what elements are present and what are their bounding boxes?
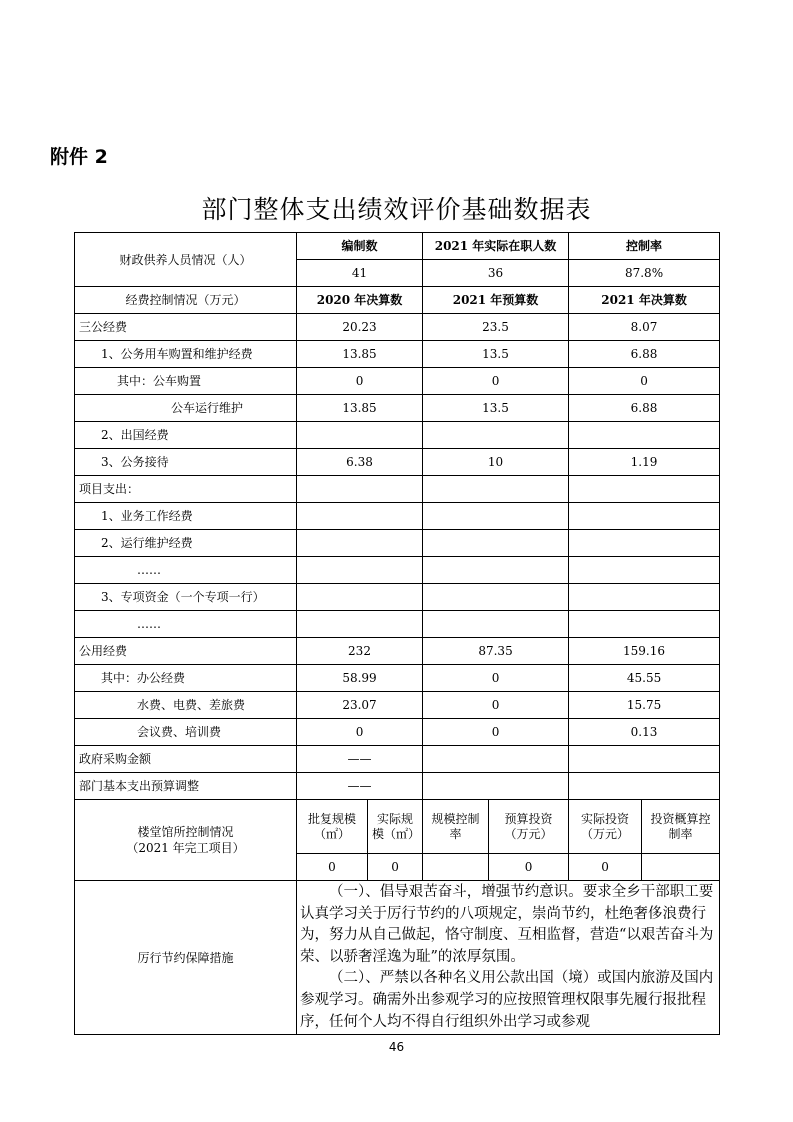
table-row	[75, 314, 720, 341]
row-label: 1、公务用车购置和维护经费	[75, 341, 297, 368]
row-value	[569, 422, 720, 449]
row-value	[423, 557, 569, 584]
table-row	[75, 503, 720, 530]
building-label-line1: 楼堂馆所控制情况	[137, 825, 234, 839]
row-value	[423, 746, 569, 773]
table-row	[75, 692, 720, 719]
table-row	[75, 746, 720, 773]
row-label: ……	[75, 611, 297, 638]
table-row	[75, 422, 720, 449]
row-label: 政府采购金额	[75, 746, 297, 773]
row-value	[297, 503, 423, 530]
table-row	[75, 476, 720, 503]
row-value: ——	[297, 773, 423, 800]
row-label: 其中：办公经费	[75, 665, 297, 692]
table-row	[75, 557, 720, 584]
row-value	[297, 557, 423, 584]
building-header-actual-scale: 实际规模（㎡）	[368, 800, 423, 854]
row-value	[423, 422, 569, 449]
staffing-value-authorized: 41	[297, 260, 423, 287]
row-value: 1.19	[569, 449, 720, 476]
staffing-header-rate: 控制率	[569, 233, 720, 260]
row-value	[297, 530, 423, 557]
row-value	[569, 557, 720, 584]
measures-label: 厉行节约保障措施	[75, 881, 297, 1035]
attachment-label: 附件 2	[50, 146, 108, 168]
row-label: 公用经费	[75, 638, 297, 665]
row-value: 13.5	[423, 395, 569, 422]
building-value-actual-investment: 0	[569, 854, 642, 881]
building-label-line2: （2021 年完工项目）	[126, 841, 245, 855]
table-row	[75, 719, 720, 746]
building-value-approved-scale: 0	[297, 854, 368, 881]
row-value: 23.5	[423, 314, 569, 341]
row-value: 0	[297, 719, 423, 746]
measures-content	[297, 881, 720, 1035]
row-value: 0	[297, 368, 423, 395]
table-row	[75, 341, 720, 368]
row-value: 23.07	[297, 692, 423, 719]
row-value	[423, 476, 569, 503]
table-row	[75, 584, 720, 611]
table-row	[75, 773, 720, 800]
row-label: 其中：公车购置	[75, 368, 297, 395]
page-number: 46	[388, 1040, 405, 1054]
building-label	[75, 800, 297, 881]
row-value: 232	[297, 638, 423, 665]
building-header-scale-rate: 规模控制率	[423, 800, 489, 854]
row-value: 8.07	[569, 314, 720, 341]
row-value	[423, 530, 569, 557]
row-value	[423, 584, 569, 611]
building-header-investment-rate: 投资概算控制率	[642, 800, 720, 854]
building-header-actual-investment: 实际投资（万元）	[569, 800, 642, 854]
page-title: 部门整体支出绩效评价基础数据表	[201, 195, 592, 224]
table-row	[75, 638, 720, 665]
row-label: 2、出国经费	[75, 422, 297, 449]
building-value-budget-investment: 0	[489, 854, 569, 881]
row-value: 0	[569, 368, 720, 395]
row-label: 三公经费	[75, 314, 297, 341]
funds-col-2021-final: 2021 年决算数	[569, 287, 720, 314]
row-value	[297, 476, 423, 503]
measures-paragraph-1: （一）、倡导艰苦奋斗，增强节约意识。要求全乡干部职工要认真学习关于厉行节约的八项规定，崇尚节约，杜绝奢侈浪费行为，努力从自己做起，恪守制度、互相监督，营造“以艰苦奋斗为荣、以骄奢淫逸为耻”的浓厚氛围。	[300, 884, 714, 965]
row-value	[297, 584, 423, 611]
funds-col-2020-final: 2020 年决算数	[297, 287, 423, 314]
row-value: 0	[423, 719, 569, 746]
row-value	[569, 530, 720, 557]
row-value: 58.99	[297, 665, 423, 692]
row-label: 3、公务接待	[75, 449, 297, 476]
row-label: ……	[75, 557, 297, 584]
row-value	[423, 773, 569, 800]
row-value: 0	[423, 665, 569, 692]
building-value-investment-rate	[642, 854, 720, 881]
row-label: 公车运行维护	[75, 395, 297, 422]
row-value: 0.13	[569, 719, 720, 746]
building-value-actual-scale: 0	[368, 854, 423, 881]
row-label: 1、业务工作经费	[75, 503, 297, 530]
staffing-label: 财政供养人员情况（人）	[75, 233, 297, 287]
measures-row	[75, 881, 720, 1035]
row-value	[423, 611, 569, 638]
staffing-value-actual: 36	[423, 260, 569, 287]
data-table	[74, 232, 720, 1035]
row-value: 13.5	[423, 341, 569, 368]
row-value: 6.38	[297, 449, 423, 476]
row-label: 3、专项资金（一个专项一行）	[75, 584, 297, 611]
row-value	[569, 584, 720, 611]
row-value	[423, 503, 569, 530]
table-row	[75, 368, 720, 395]
row-value: 6.88	[569, 395, 720, 422]
row-value	[569, 611, 720, 638]
table-row	[75, 665, 720, 692]
funds-header-row	[75, 287, 720, 314]
row-value: 13.85	[297, 341, 423, 368]
row-label: 部门基本支出预算调整	[75, 773, 297, 800]
building-header-approved-scale: 批复规模（㎡）	[297, 800, 368, 854]
staffing-header-authorized: 编制数	[297, 233, 423, 260]
table-row	[75, 611, 720, 638]
row-value: 20.23	[297, 314, 423, 341]
row-label: 2、运行维护经费	[75, 530, 297, 557]
row-value	[569, 773, 720, 800]
row-value: 159.16	[569, 638, 720, 665]
row-label: 会议费、培训费	[75, 719, 297, 746]
row-value: 10	[423, 449, 569, 476]
row-value: 0	[423, 692, 569, 719]
staffing-header-actual: 2021 年实际在职人数	[423, 233, 569, 260]
table-row	[75, 449, 720, 476]
row-value	[297, 422, 423, 449]
row-label: 项目支出：	[75, 476, 297, 503]
table-row	[75, 395, 720, 422]
staffing-header-row	[75, 233, 720, 260]
row-value: 0	[423, 368, 569, 395]
row-value	[569, 476, 720, 503]
row-value: 15.75	[569, 692, 720, 719]
funds-label: 经费控制情况（万元）	[75, 287, 297, 314]
row-value: 87.35	[423, 638, 569, 665]
building-value-scale-rate	[423, 854, 489, 881]
row-value	[297, 611, 423, 638]
row-value: ——	[297, 746, 423, 773]
row-value: 6.88	[569, 341, 720, 368]
row-label: 水费、电费、差旅费	[75, 692, 297, 719]
table-row	[75, 530, 720, 557]
staffing-value-rate: 87.8%	[569, 260, 720, 287]
row-value: 13.85	[297, 395, 423, 422]
row-value	[569, 503, 720, 530]
row-value	[569, 746, 720, 773]
funds-col-2021-budget: 2021 年预算数	[423, 287, 569, 314]
measures-paragraph-2: （二）、严禁以各种名义用公款出国（境）或国内旅游及国内参观学习。确需外出参观学习的应按照管理权限事先履行报批程序，任何个人均不得自行组织外出学习或参观	[300, 970, 714, 1030]
building-header-budget-investment: 预算投资（万元）	[489, 800, 569, 854]
row-value: 45.55	[569, 665, 720, 692]
building-header-row	[75, 800, 720, 854]
